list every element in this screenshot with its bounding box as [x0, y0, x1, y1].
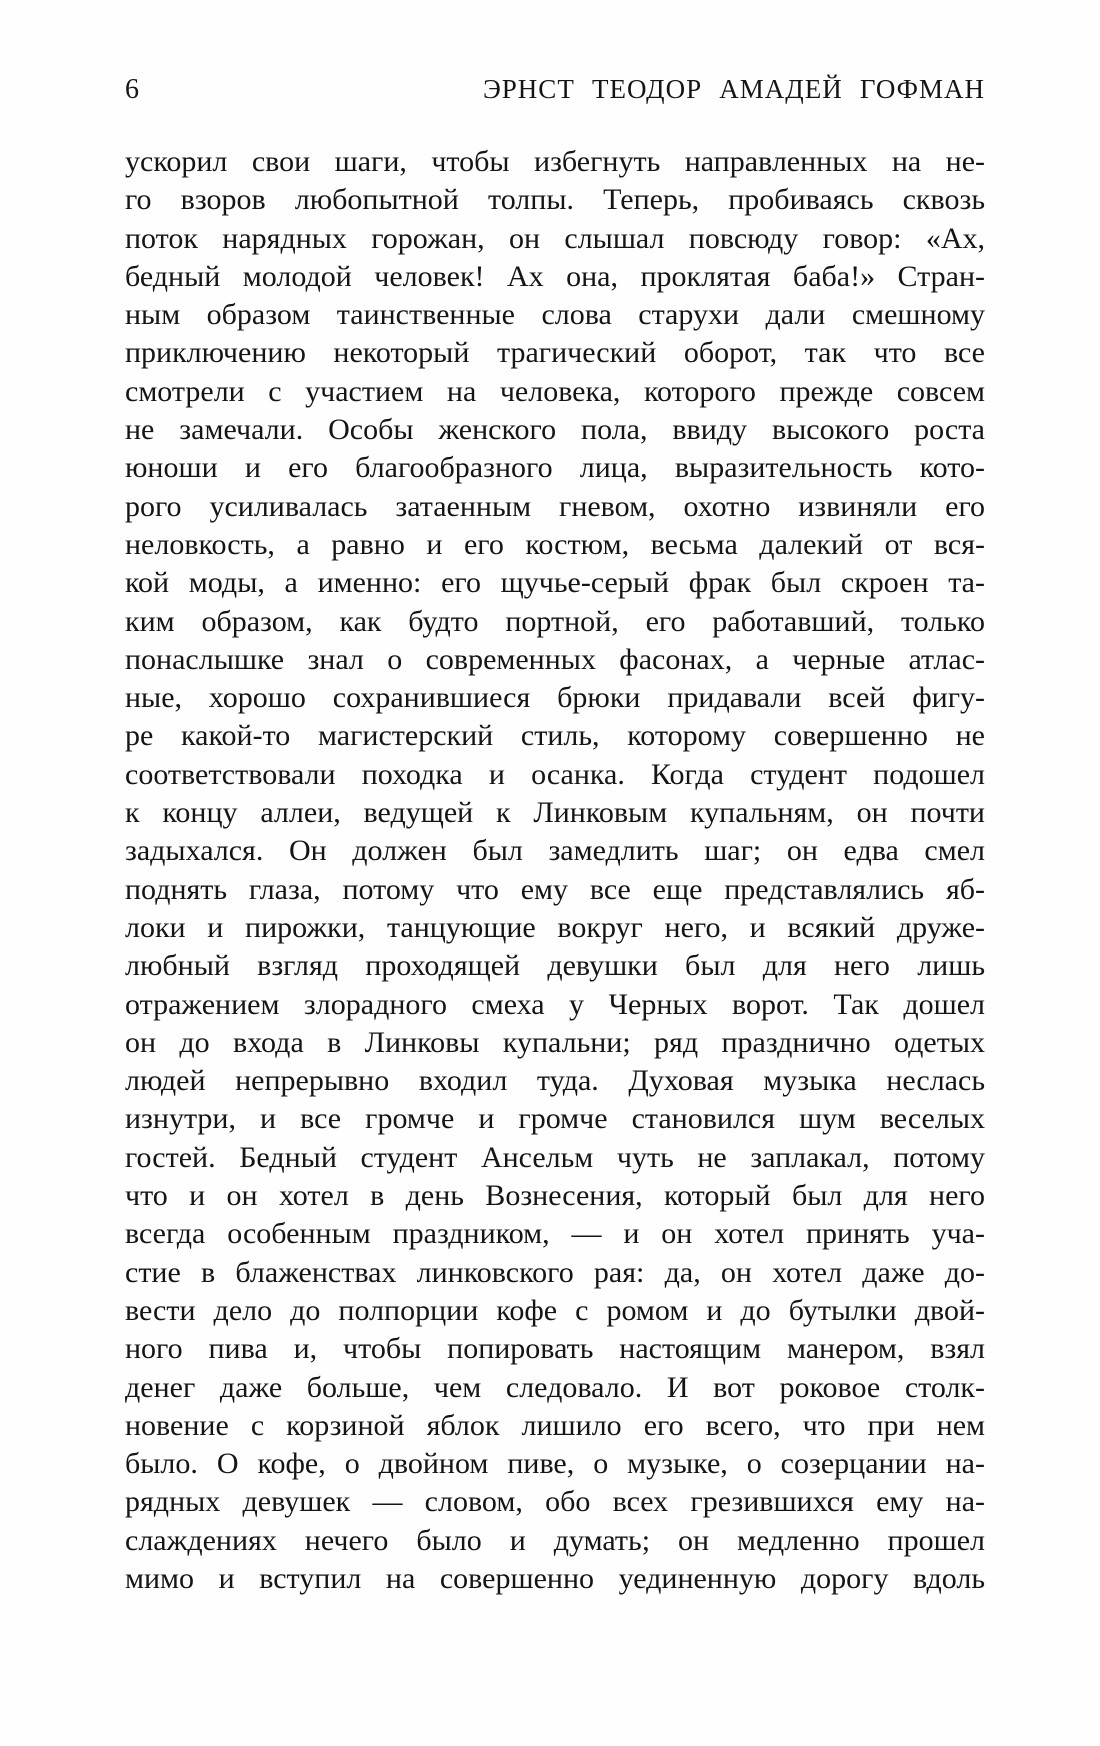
text-line: приключению некоторый трагический оборот, так что все	[125, 336, 985, 370]
text-line: понаслышке знал о современных фасонах, а черные атлас-	[125, 642, 985, 676]
text-line: поднять глаза, потому что ему все еще представлялись яб-	[125, 872, 985, 906]
text-line: он до входа в Линковы купальни; ряд празднично одетых	[125, 1025, 985, 1059]
text-line: смотрели с участием на человека, которого прежде совсем	[125, 374, 985, 408]
text-line: стие в блаженствах линковского рая: да, он хотел даже до-	[125, 1255, 985, 1289]
running-title: ЭРНСТ ТЕОДОР АМАДЕЙ ГОФМАН	[482, 74, 985, 104]
text-line: ким образом, как будто портной, его работавший, только	[125, 604, 985, 638]
text-line: людей непрерывно входил туда. Духовая музыка неслась	[125, 1064, 985, 1098]
text-line: го взоров любопытной толпы. Теперь, пробиваясь сквозь	[125, 183, 985, 217]
text-line: поток нарядных горожан, он слышал повсюду говор: «Ах,	[125, 221, 985, 255]
text-line: гостей. Бедный студент Ансельм чуть не заплакал, потому	[125, 1140, 985, 1174]
text-line: ускорил свои шаги, чтобы избегнуть направленных на не-	[125, 145, 985, 178]
text-line: неловкость, а равно и его костюм, весьма далекий от вся-	[125, 527, 985, 561]
text-line: было. О кофе, о двойном пиве, о музыке, о созерцании на-	[125, 1447, 985, 1481]
text-line: юноши и его благообразного лица, выразительность кото-	[125, 451, 985, 485]
text-line: соответствовали походка и осанка. Когда студент подошел	[125, 757, 985, 791]
text-line: бедный молодой человек! Ах она, проклятая баба!» Стран-	[125, 259, 985, 293]
text-line: кой моды, а именно: его щучье-серый фрак был скроен та-	[125, 566, 985, 600]
text-line: вести дело до полпорции кофе с ромом и до бутылки двой-	[125, 1293, 985, 1327]
body-text	[125, 143, 985, 1598]
text-line: локи и пирожки, танцующие вокруг него, и всякий друже-	[125, 910, 985, 944]
text-line: изнутри, и все громче и громче становился шум веселых	[125, 1102, 985, 1136]
text-line: к концу аллеи, ведущей к Линковым купальням, он почти	[125, 796, 985, 830]
text-line: любный взгляд проходящей девушки был для него лишь	[125, 949, 985, 983]
text-line: ре какой-то магистерский стиль, которому совершенно не	[125, 719, 985, 753]
text-line: отражением злорадного смеха у Черных ворот. Так дошел	[125, 987, 985, 1021]
text-line: что и он хотел в день Вознесения, который был для него	[125, 1179, 985, 1213]
text-line: рядных девушек — словом, обо всех грезившихся ему на-	[125, 1485, 985, 1519]
text-line: денег даже больше, чем следовало. И вот роковое столк-	[125, 1370, 985, 1404]
text-line: ным образом таинственные слова старухи дали смешному	[125, 298, 985, 332]
page-header	[125, 72, 985, 106]
text-line: задыхался. Он должен был замедлить шаг; он едва смел	[125, 834, 985, 868]
text-line: слаждениях нечего было и думать; он медленно прошел	[125, 1523, 985, 1557]
text-line: не замечали. Особы женского пола, ввиду высокого роста	[125, 413, 985, 447]
text-line: рого усиливалась затаенным гневом, охотно извиняли его	[125, 489, 985, 523]
page-number: 6	[125, 74, 140, 105]
text-line: мимо и вступил на совершенно уединенную дорогу вдоль	[125, 1561, 985, 1595]
text-line: всегда особенным праздником, — и он хотел принять уча-	[125, 1217, 985, 1251]
text-line: ного пива и, чтобы попировать настоящим манером, взял	[125, 1332, 985, 1366]
text-line: ные, хорошо сохранившиеся брюки придавали всей фигу-	[125, 681, 985, 715]
text-line: новение с корзиной яблок лишило его всего, что при нем	[125, 1408, 985, 1442]
